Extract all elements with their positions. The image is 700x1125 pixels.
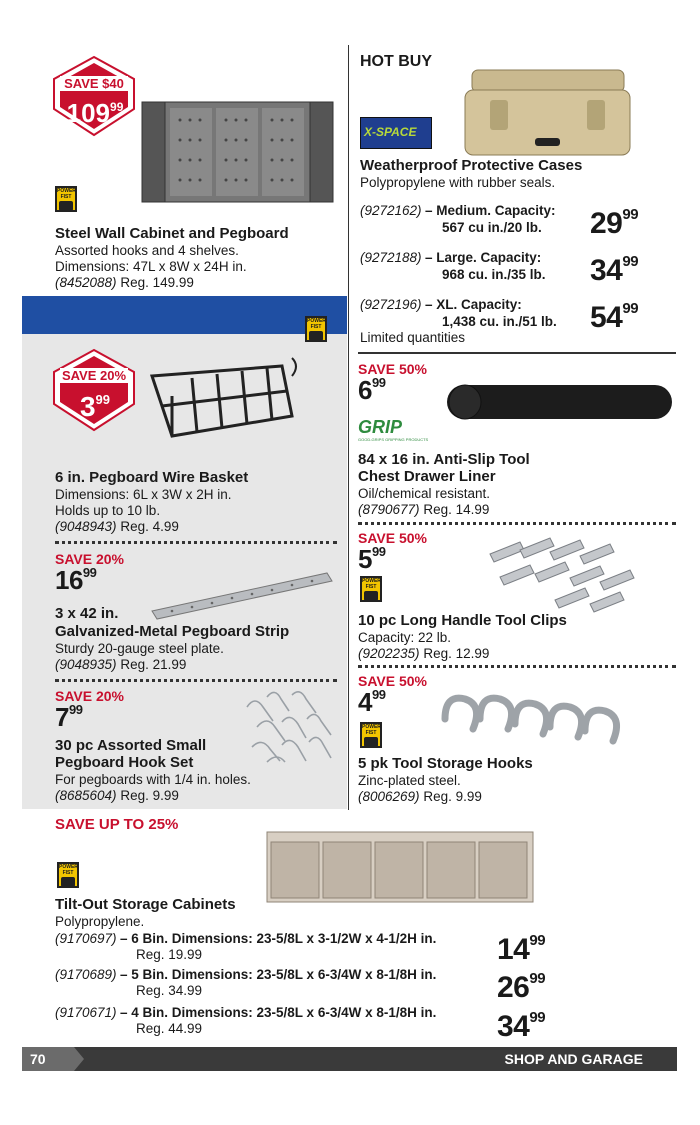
option-reg: Reg. 44.99: [136, 1021, 203, 1036]
section-title: SHOP AND GARAGE: [504, 1051, 643, 1067]
page-footer: [22, 1047, 677, 1071]
product-title-1: 3 x 42 in.: [55, 605, 119, 622]
product-title: Tilt-Out Storage Cabinets: [55, 896, 236, 913]
option-text: – 5 Bin. Dimensions: 23-5/8L x 6-3/4W x 8-1/8H in.: [120, 967, 437, 982]
hook-set-section: [22, 682, 347, 807]
product-desc-1: For pegboards with 1/4 in. holes.: [55, 772, 251, 787]
product-title: 6 in. Pegboard Wire Basket: [55, 469, 249, 486]
product-desc-1: Sturdy 20-gauge steel plate.: [55, 641, 224, 656]
product-title-2: Galvanized-Metal Pegboard Strip: [55, 623, 290, 640]
product-title-1: 30 pc Assorted Small: [55, 737, 207, 754]
product-desc-1: Zinc-plated steel.: [358, 773, 461, 788]
xspace-logo: [360, 117, 432, 149]
option-price: $34^{99}$: [497, 1009, 546, 1043]
page-number: 70: [30, 1051, 46, 1067]
product-title: 10 pc Long Handle Tool Clips: [358, 612, 567, 629]
hot-buy-section: [350, 45, 680, 350]
hot-buy-label: HOT BUY: [360, 53, 432, 70]
product-desc-1: Assorted hooks and 4 shelves.: [55, 243, 239, 258]
case-option-row: [350, 248, 680, 290]
sale-price: $6^{99}$: [358, 375, 386, 405]
save-percent: SAVE 20%: [61, 368, 127, 383]
xspace-logo-text: X-SPACE: [364, 125, 417, 139]
option-price: $26^{99}$: [497, 970, 546, 1004]
option-text: – 4 Bin. Dimensions: 23-5/8L x 6-3/4W x 8-1/8H in.: [120, 1005, 437, 1020]
sale-price: $5^{99}$: [358, 544, 386, 574]
option-sku: (9170671): [55, 1005, 117, 1020]
divider: [55, 541, 337, 544]
product-title-2: Pegboard Hook Set: [55, 754, 194, 771]
product-sku-reg: (8685604) Reg. 9.99: [55, 788, 179, 803]
option-sku: (9170689): [55, 967, 117, 982]
steel-cabinet-image: [140, 100, 335, 205]
product-sku-reg: (9048935) Reg. 21.99: [55, 657, 187, 672]
option-reg: Reg. 19.99: [136, 947, 203, 962]
product-title: Weatherproof Protective Cases: [360, 157, 583, 174]
save-percent: SAVE UP TO 25%: [55, 816, 179, 833]
tool-clips-section: [350, 524, 680, 666]
save-percent: SAVE 50%: [358, 673, 427, 689]
option-price: $29^{99}$: [590, 206, 639, 240]
option-sku: (9170697): [55, 931, 117, 946]
pegboard-strip-section: [22, 545, 347, 675]
product-desc-1: Dimensions: 6L x 3W x 2H in.: [55, 487, 232, 502]
option-text-2: 567 cu in./20 lb.: [442, 220, 542, 235]
product-sku-reg: (8006269) Reg. 9.99: [358, 789, 482, 804]
option-sku: (9272162): [360, 203, 422, 218]
grip-logo-tag: GOOD-GRIPS GRIPPING PRODUCTS: [358, 437, 429, 442]
steel-cabinet-section: [0, 0, 345, 300]
cabinet-option-row: [0, 965, 700, 1005]
product-title: 5 pk Tool Storage Hooks: [358, 755, 533, 772]
column-divider: [348, 45, 349, 810]
wire-basket-image: [142, 356, 302, 456]
option-text-2: 1,438 cu. in./51 lb.: [442, 314, 557, 329]
save-badge: [52, 348, 136, 432]
power-fist-logo-icon: POWER FIST: [360, 722, 382, 748]
protective-case-image: [460, 60, 635, 165]
limited-quantities: Limited quantities: [360, 330, 466, 345]
sale-price: $7^{99}$: [55, 702, 83, 732]
save-percent: SAVE 50%: [358, 530, 427, 546]
save-percent: SAVE 20%: [55, 688, 124, 704]
option-text-2: 968 cu. in./35 lb.: [442, 267, 546, 282]
tool-clips-image: [480, 532, 640, 617]
option-text-1: – Large. Capacity:: [425, 250, 542, 265]
case-option-row: [350, 201, 680, 243]
power-fist-logo-icon: POWER FIST: [305, 316, 327, 342]
tilt-out-cabinet-image: [265, 830, 535, 905]
product-desc: Polypropylene.: [55, 914, 145, 929]
product-title-1: 84 x 16 in. Anti-Slip Tool: [358, 451, 530, 468]
product-sku-reg: (9048943) Reg. 4.99: [55, 519, 179, 534]
wire-basket-section: [22, 296, 347, 546]
product-title: Steel Wall Cabinet and Pegboard: [55, 225, 289, 242]
divider: [358, 352, 676, 354]
save-percent: SAVE 50%: [358, 361, 427, 377]
option-text-1: – Medium. Capacity:: [425, 203, 556, 218]
grip-logo: [358, 417, 440, 445]
product-sku-reg: (8790677) Reg. 14.99: [358, 502, 490, 517]
sale-price: $4^{99}$: [358, 687, 386, 717]
storage-hooks-section: [350, 667, 680, 809]
option-price: $14^{99}$: [497, 932, 546, 966]
save-amount: SAVE $40: [60, 76, 128, 91]
drawer-liner-section: [350, 355, 680, 523]
tilt-out-section: [0, 812, 700, 1044]
drawer-liner-image: [445, 377, 675, 427]
grip-logo-text: GRIP: [358, 417, 403, 437]
power-fist-logo-icon: POWER FIST: [360, 576, 382, 602]
product-title-2: Chest Drawer Liner: [358, 468, 496, 485]
power-fist-logo-icon: POWER FIST: [55, 186, 77, 212]
option-text-1: – XL. Capacity:: [425, 297, 522, 312]
option-sku: (9272196): [360, 297, 422, 312]
sale-price: $109^{99}$: [66, 98, 124, 128]
product-desc-1: Oil/chemical resistant.: [358, 486, 491, 501]
storage-hooks-image: [435, 689, 635, 759]
option-price: $54^{99}$: [590, 300, 639, 334]
product-sku-reg: (8452088) Reg. 149.99: [55, 275, 194, 290]
option-sku: (9272188): [360, 250, 422, 265]
option-reg: Reg. 34.99: [136, 983, 203, 998]
product-sku-reg: (9202235) Reg. 12.99: [358, 646, 490, 661]
product-desc-1: Capacity: 22 lb.: [358, 630, 452, 645]
product-desc: Polypropylene with rubber seals.: [360, 175, 556, 190]
pegboard-strip-image: [147, 563, 337, 623]
chevron-right-icon: [74, 1047, 88, 1071]
product-desc-2: Holds up to 10 lb.: [55, 503, 161, 518]
cabinet-option-row: [0, 1003, 700, 1043]
option-text: – 6 Bin. Dimensions: 23-5/8L x 3-1/2W x 4-1/2H in.: [120, 931, 437, 946]
hook-set-image: [237, 687, 342, 772]
product-desc-2: Dimensions: 47L x 8W x 24H in.: [55, 259, 247, 274]
sale-price: $16^{99}$: [55, 565, 97, 595]
option-price: $34^{99}$: [590, 253, 639, 287]
save-percent: SAVE 20%: [55, 551, 124, 567]
save-badge: [52, 55, 136, 137]
sale-price: $3^{99}$: [79, 391, 111, 422]
power-fist-logo-icon: POWER FIST: [57, 862, 79, 888]
cabinet-option-row: [0, 929, 700, 969]
